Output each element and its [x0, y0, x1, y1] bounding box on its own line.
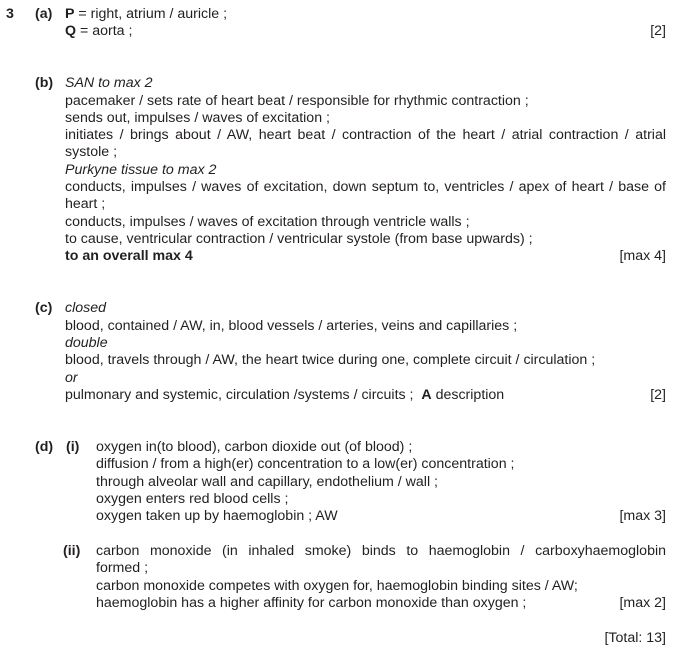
purkyne-point-3: to cause, ventricular contraction / ventricular systole (from base upwards) ;: [65, 231, 533, 247]
part-d-ii-marks: [max 2]: [619, 595, 666, 611]
double-heading: double: [65, 335, 108, 351]
accept-key: A: [421, 387, 432, 403]
part-a-marks: [2]: [650, 23, 666, 39]
purkyne-heading: Purkyne tissue to max 2: [65, 162, 217, 178]
q-answer: = aorta ;: [76, 23, 133, 39]
san-point-3a: initiates / brings about / AW, heart beat / contraction of the heart / atrial contraction / atrial: [65, 127, 666, 143]
part-c-label: (c): [35, 300, 53, 316]
double-point: blood, travels through / AW, the heart twice during one, complete circuit / circulation ;: [65, 352, 596, 368]
pulmonary-point: [65, 387, 504, 404]
p-answer: = right, atrium / auricle ;: [74, 6, 228, 22]
part-d-i-marks: [max 3]: [619, 508, 666, 524]
part-c-marks: [2]: [650, 387, 666, 403]
question-number: 3: [6, 6, 14, 22]
or-separator: or: [65, 370, 78, 386]
part-d-ii-label: (ii): [63, 543, 81, 559]
purkyne-point-1b: heart ;: [65, 196, 106, 212]
san-point-2: sends out, impulses / waves of excitation ;: [65, 110, 330, 126]
d-i-point-3: through alveolar wall and capillary, endothelium / wall ;: [96, 474, 438, 490]
q-key: Q: [65, 23, 77, 39]
d-ii-point-3: haemoglobin has a higher affinity for carbon monoxide than oxygen ;: [96, 595, 527, 611]
san-point-1: pacemaker / sets rate of heart beat / responsible for rhythmic contraction ;: [65, 93, 529, 109]
san-heading: SAN to max 2: [65, 75, 153, 91]
d-i-point-2: diffusion / from a high(er) concentration to a low(er) concentration ;: [96, 456, 515, 472]
accept-text: description: [431, 387, 505, 403]
part-a-answer-p: [65, 6, 227, 23]
closed-point: blood, contained / AW, in, blood vessels / arteries, veins and capillaries ;: [65, 318, 518, 334]
d-ii-point-1a: carbon monoxide (in inhaled smoke) binds to haemoglobin / carboxyhaemoglobin: [96, 543, 666, 559]
d-i-point-5: oxygen taken up by haemoglobin ; AW: [96, 508, 338, 524]
p-key: P: [65, 6, 75, 22]
purkyne-point-2: conducts, impulses / waves of excitation through ventricle walls ;: [65, 214, 470, 230]
d-i-point-1: oxygen in(to blood), carbon dioxide out (of blood) ;: [96, 439, 413, 455]
d-i-point-4: oxygen enters red blood cells ;: [96, 491, 289, 507]
san-point-3b: systole ;: [65, 144, 118, 160]
d-ii-point-1b: formed ;: [96, 560, 149, 576]
part-b-marks: [max 4]: [619, 248, 666, 264]
part-b-label: (b): [35, 75, 54, 91]
d-ii-point-2: carbon monoxide competes with oxygen for, haemoglobin binding sites / AW;: [96, 578, 578, 594]
part-a-label: (a): [35, 6, 53, 22]
total-marks: [Total: 13]: [604, 630, 666, 646]
purkyne-point-1a: conducts, impulses / waves of excitation, down septum to, ventricles / apex of heart / base of: [65, 179, 666, 195]
pulmonary-text: pulmonary and systemic, circulation /systems / circuits ;: [65, 387, 414, 403]
overall-max: to an overall max 4: [65, 248, 193, 264]
part-d-label: (d): [35, 439, 54, 455]
part-d-i-label: (i): [66, 439, 80, 455]
closed-heading: closed: [65, 300, 107, 316]
part-a-answer-q: [65, 23, 132, 40]
